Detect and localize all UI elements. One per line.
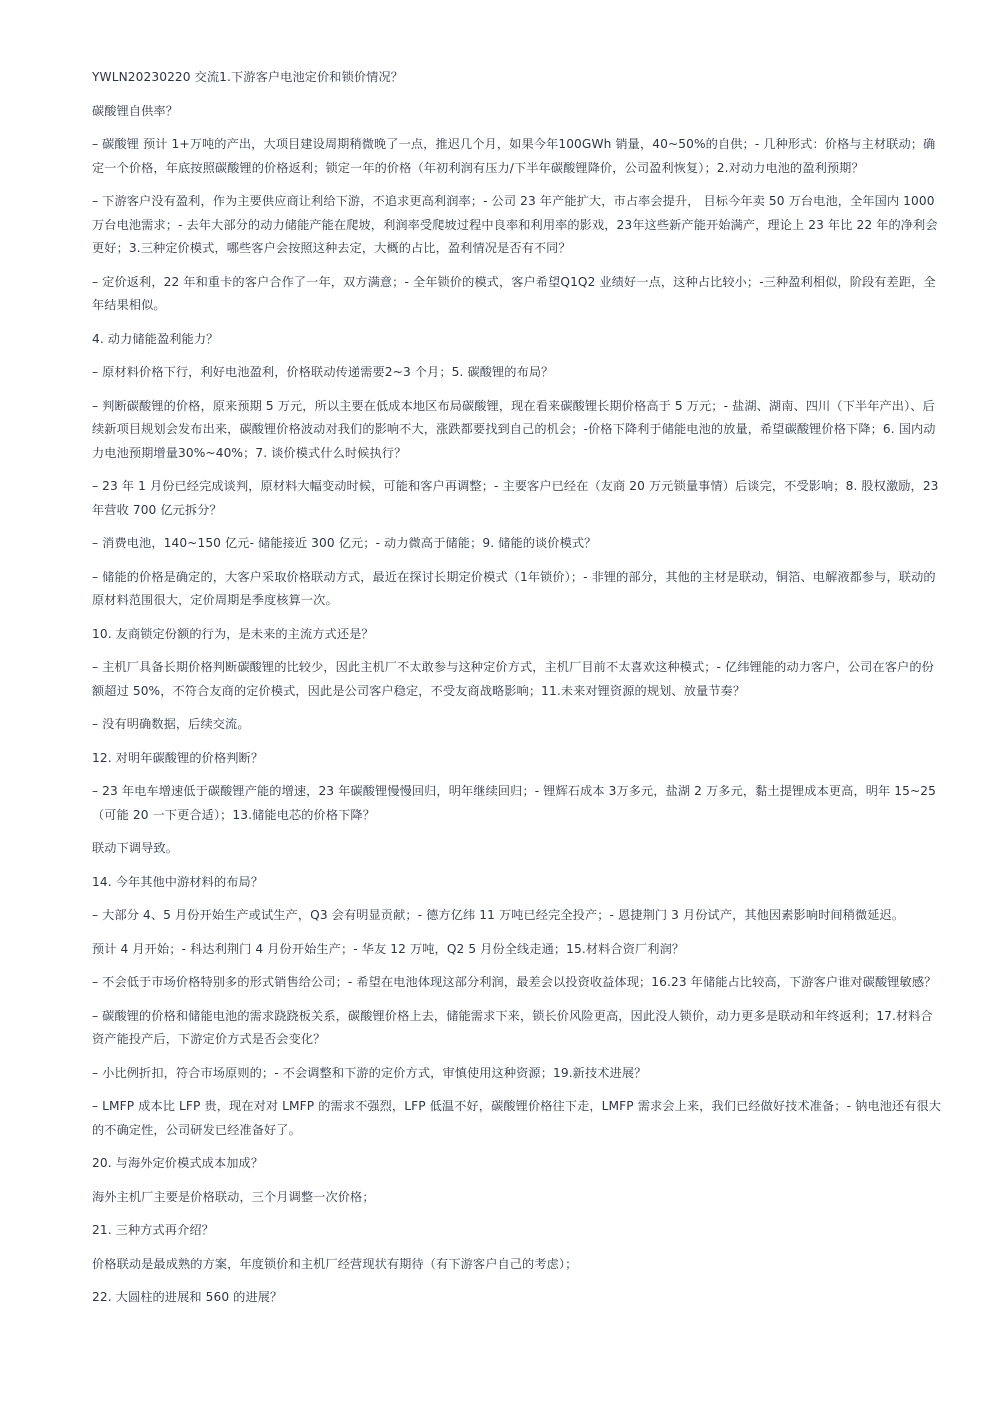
paragraph: – 没有明确数据，后续交流。 <box>92 717 250 731</box>
paragraph: – 小比例折扣，符合市场原则的；- 不会调整和下游的定价方式，审慎使用这种资源；19.新技术进展？ <box>92 1065 647 1080</box>
paragraph: – 下游客户没有盈利，作为主要供应商让利给下游，不追求更高利润率；- 公司 23 年产能扩大，市占率会提升， 目标今年卖 50 万台电池，全年国内 1000 万台电池需求；- 去年大部分的动力储能产能在爬坡，利润率受爬坡过程中良率和利用率的影戏，23年这些新产能开始满产，理论上 23 年比 22 年的净利会更好；3.三种定价模式，哪些客户会按照这种去定，大概的占比，盈利情况是否有不同？ <box>92 194 938 255</box>
paragraph: 价格联动是最成熟的方案，年度锁价和主机厂经营现状有期待（有下游客户自己的考虑）； <box>92 1256 578 1271</box>
paragraph: – 定价返利，22 年和重卡的客户合作了一年，双方满意；- 全年锁价的模式，客户希望Q1Q2 业绩好一点，这种占比较小；-三种盈利相似，阶段有差距，全年结果相似。 <box>92 274 936 312</box>
paragraph: 碳酸锂自供率？ <box>92 103 179 118</box>
question-heading: 12. 对明年碳酸锂的价格判断？ <box>92 750 264 765</box>
paragraph: 联动下调导致。 <box>92 841 179 855</box>
paragraph: – 原材料价格下行，利好电池盈利，价格联动传递需要2~3 个月；5. 碳酸锂的布局？ <box>92 365 554 379</box>
paragraph-title: YWLN20230220 交流1.下游客户电池定价和锁价情况？ <box>92 70 404 84</box>
paragraph: – 大部分 4、5 月份开始生产或试生产，Q3 会有明显贡献；- 德方亿纬 11 万吨已经完全投产；- 恩捷荆门 3 月份试产，其他因素影响时间稍微延迟。 <box>92 908 905 922</box>
question-heading: 14. 今年其他中游材料的布局？ <box>92 874 264 889</box>
paragraph: – 储能的价格是确定的，大客户采取价格联动方式，最近在探讨长期定价模式（1年锁价）；- 非锂的部分，其他的主材是联动，铜箔、电解液都参与，联动的原材料范围很大，定价周期是季度核算一次。 <box>92 569 936 607</box>
paragraph: – LMFP 成本比 LFP 贵，现在对对 LMFP 的需求不强烈，LFP 低温不好，碳酸锂价格往下走，LMFP 需求会上来，我们已经做好技术准备；- 钠电池还有很大的不确定性，公司研发已经准备好了。 <box>92 1099 942 1137</box>
question-heading: 21. 三种方式再介绍？ <box>92 1223 214 1237</box>
question-heading: 20. 与海外定价模式成本加成？ <box>92 1156 264 1170</box>
paragraph: – 23 年电车增速低于碳酸锂产能的增速，23 年碳酸锂慢慢回归，明年继续回归；- 锂辉石成本 3万多元，盐湖 2 万多元，黏土提锂成本更高，明年 15~25（可能 20 一下更合适）；13.储能电芯的价格下降？ <box>92 784 937 822</box>
question-heading: 22. 大圆柱的进展和 560 的进展？ <box>92 1290 283 1304</box>
paragraph: – 判断碳酸锂的价格，原来预期 5 万元，所以主要在低成本地区布局碳酸锂，现在看来碳酸锂长期价格高于 5 万元；- 盐湖、湖南、四川（下半年产出）、后续新项目规划会发布出来，碳酸锂价格波动对我们的影响不大，涨跌都要找到自己的机会；-价格下降利于储能电池的放量，希望碳酸锂价格下降；6. 国内动力电池预期增量30%~40%；7. 谈价模式什么时候执行？ <box>92 398 936 460</box>
paragraph: – 不会低于市场价格特别多的形式销售给公司；- 希望在电池体现这部分利润，最差会以投资收益体现；16.23 年储能占比较高，下游客户谁对碳酸锂敏感？ <box>92 975 937 989</box>
paragraph: – 碳酸锂 预计 1+万吨的产出，大项目建设周期稍微晚了一点，推迟几个月，如果今年100GWh 销量，40~50%的自供；- 几种形式：价格与主材联动；确定一个价格，年底按照碳酸锂的价格返利；锁定一年的价格（年初利润有压力/下半年碳酸锂降价，公司盈利恢复）；2.对动力电池的盈利预期？ <box>92 137 936 175</box>
document-body <box>92 66 944 1320</box>
paragraph: – 主机厂具备长期价格判断碳酸锂的比较少，因此主机厂不太敢参与这种定价方式，主机厂目前不太喜欢这种模式；- 亿纬锂能的动力客户，公司在客户的份额超过 50%，不符合友商的定价模式，因此是公司客户稳定，不受友商战略影响；11.未来对锂资源的规划、放量节奏？ <box>92 660 934 698</box>
paragraph: – 消费电池，140~150 亿元- 储能接近 300 亿元；- 动力微高于储能；9. 储能的谈价模式？ <box>92 536 597 550</box>
question-heading: 4. 动力储能盈利能力？ <box>92 331 219 346</box>
question-heading: 10. 友商锁定份额的行为，是未来的主流方式还是？ <box>92 626 374 641</box>
paragraph: 海外主机厂主要是价格联动，三个月调整一次价格； <box>92 1189 375 1204</box>
paragraph: 预计 4 月开始；- 科达利荆门 4 月份开始生产；- 华友 12 万吨，Q2 5 月份全线走通；15.材料合资厂利润？ <box>92 941 685 956</box>
paragraph: – 23 年 1 月份已经完成谈判，原材料大幅变动时候，可能和客户再调整；- 主要客户已经在（友商 20 万元锁量事情）后谈完，不受影响；8. 股权激励，23 年营收 700 亿元拆分？ <box>92 479 939 517</box>
paragraph: – 碳酸锂的价格和储能电池的需求跷跷板关系，碳酸锂价格上去，储能需求下来，锁长价风险更高，因此没人锁价，动力更多是联动和年终返利；17.材料合资产能投产后，下游定价方式是否会变化？ <box>92 1008 933 1046</box>
